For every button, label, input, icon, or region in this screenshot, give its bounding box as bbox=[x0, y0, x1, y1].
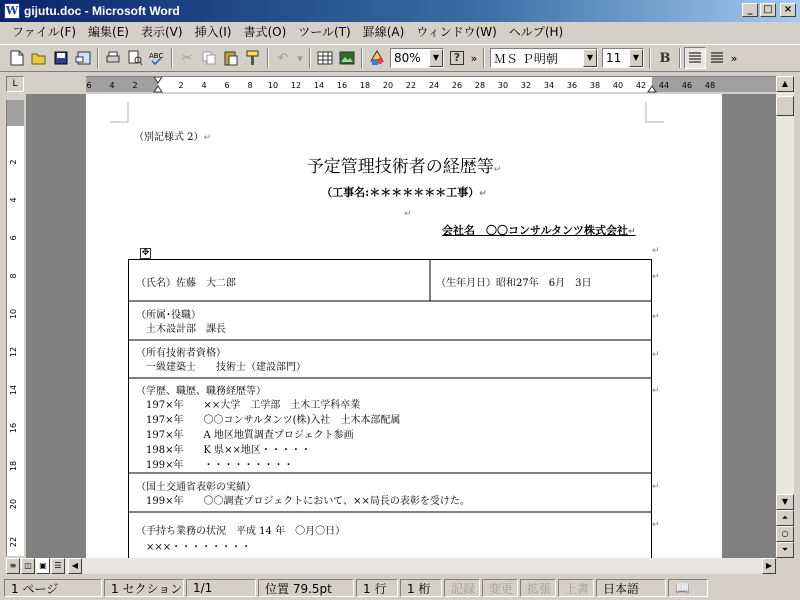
ruler-tick-label: 22 bbox=[9, 536, 18, 548]
chevron-down-icon[interactable]: ▼ bbox=[583, 49, 597, 67]
ruler-tick-label: 20 bbox=[9, 498, 18, 510]
font-name-value: ＭＳ Ｐ明朝 bbox=[494, 51, 558, 66]
browse-object-icon[interactable]: ○ bbox=[776, 526, 794, 542]
menu-bar bbox=[0, 22, 800, 42]
font-name-select[interactable] bbox=[490, 48, 598, 68]
status-overtype[interactable]: 上書 bbox=[558, 579, 594, 597]
scroll-down-icon[interactable]: ▼ bbox=[776, 494, 794, 510]
format-painter-icon[interactable] bbox=[242, 47, 264, 69]
ruler-tick-label: 42 bbox=[635, 81, 647, 90]
ruler-tick-label: 38 bbox=[589, 81, 601, 90]
row-end-mark: ↵ bbox=[652, 520, 660, 530]
spelling-icon[interactable] bbox=[146, 47, 168, 69]
menu-view[interactable]: 表示(V) bbox=[140, 25, 183, 39]
ruler-tick-label: 2 bbox=[9, 159, 18, 165]
row-end-mark: ↵ bbox=[652, 246, 660, 256]
minimize-button[interactable]: _ bbox=[742, 3, 758, 17]
scroll-right-icon[interactable]: ▶ bbox=[762, 558, 776, 574]
svg-text:ABC: ABC bbox=[149, 52, 164, 60]
toolbar-options-icon[interactable]: » bbox=[470, 51, 478, 65]
row-end-mark: ↵ bbox=[652, 272, 660, 282]
align-distributed-icon[interactable] bbox=[706, 47, 728, 69]
award-value: 199×年 〇〇調査プロジェクトにおいて、××局長の表彰を受けた。 bbox=[146, 496, 470, 507]
toolbar-separator bbox=[679, 48, 681, 68]
indent-marker bbox=[154, 77, 162, 92]
menu-insert[interactable]: 挿入(I) bbox=[194, 25, 232, 39]
close-button[interactable]: × bbox=[780, 3, 796, 17]
status-line: 1 行 bbox=[356, 579, 398, 597]
current-work-value: ×××・・・・・・・・ bbox=[146, 542, 252, 553]
copy-icon[interactable] bbox=[198, 47, 220, 69]
menu-help[interactable]: ヘルプ(H) bbox=[508, 25, 564, 39]
ruler-tick-label: 40 bbox=[612, 81, 624, 90]
ruler-tick-label: 16 bbox=[9, 422, 18, 434]
insert-picture-icon[interactable] bbox=[336, 47, 358, 69]
previous-page-icon[interactable]: ⏶ bbox=[776, 510, 794, 526]
toolbar-separator bbox=[361, 48, 363, 68]
email-icon[interactable] bbox=[72, 47, 94, 69]
align-justify-icon[interactable] bbox=[684, 47, 706, 69]
outline-view-icon[interactable]: ☰ bbox=[51, 558, 65, 574]
menu-format[interactable]: 書式(O) bbox=[243, 25, 287, 39]
menu-file[interactable]: ファイル(F) bbox=[12, 25, 77, 39]
right-indent-marker bbox=[648, 86, 656, 92]
ruler-tick-label: 46 bbox=[681, 81, 693, 90]
ruler-tick-label: 6 bbox=[86, 81, 92, 90]
undo-icon[interactable]: ↶ bbox=[277, 50, 289, 66]
company-name: 会社名 〇〇コンサルタンツ株式会社↵ bbox=[442, 224, 636, 237]
document-page[interactable] bbox=[86, 94, 722, 558]
vertical-ruler[interactable] bbox=[6, 100, 24, 556]
bold-button[interactable] bbox=[654, 47, 676, 69]
horizontal-scrollbar[interactable] bbox=[6, 558, 776, 574]
ruler-tick-label: 36 bbox=[566, 81, 578, 90]
ruler-tick-label: 12 bbox=[9, 346, 18, 358]
row-end-mark: ↵ bbox=[652, 312, 660, 322]
table-move-handle-icon[interactable]: ✥ bbox=[141, 248, 150, 258]
standard-toolbar bbox=[0, 44, 800, 72]
ruler-tick-label: 12 bbox=[290, 81, 302, 90]
ruler-tick-label: 8 bbox=[9, 273, 18, 279]
row-end-mark: ↵ bbox=[652, 482, 660, 492]
scroll-left-icon[interactable]: ◀ bbox=[68, 558, 82, 574]
ruler-tick-label: 14 bbox=[9, 384, 18, 396]
menu-edit[interactable]: 編集(E) bbox=[88, 25, 129, 39]
ruler-tick-label: 4 bbox=[9, 197, 18, 203]
form-label: （別記様式 2）↵ bbox=[134, 132, 212, 143]
undo-dropdown-icon[interactable]: ▾ bbox=[297, 51, 303, 65]
font-size-select[interactable] bbox=[602, 48, 644, 68]
ruler-tick-label: 2 bbox=[178, 81, 184, 90]
insert-table-icon[interactable] bbox=[314, 47, 336, 69]
career-row: 197×年 〇〇コンサルタンツ(株)入社 土木本部配属 bbox=[146, 415, 401, 426]
help-label: ? bbox=[450, 51, 464, 65]
vertical-scrollbar[interactable] bbox=[776, 76, 794, 558]
ruler-tick-label: 28 bbox=[474, 81, 486, 90]
career-row: 197×年 A 地区地質調査プロジェクト参画 bbox=[146, 430, 354, 441]
ruler-tick-label: 4 bbox=[201, 81, 207, 90]
ruler-tick-label: 2 bbox=[132, 81, 138, 90]
career-row: 197×年 ××大学 工学部 土木工学科卒業 bbox=[146, 400, 361, 411]
chevron-down-icon[interactable]: ▼ bbox=[429, 49, 443, 67]
toolbar-separator bbox=[171, 48, 173, 68]
ruler-tick-label: 16 bbox=[336, 81, 348, 90]
ruler-tick-label: 10 bbox=[267, 81, 279, 90]
next-page-icon[interactable]: ⏷ bbox=[776, 542, 794, 558]
status-language: 日本語 bbox=[596, 579, 666, 597]
window-controls bbox=[742, 3, 796, 17]
birth-cell: （生年月日）昭和27年 6月 3日 bbox=[436, 278, 592, 289]
menu-tools[interactable]: ツール(T) bbox=[298, 25, 351, 39]
ruler-tick-label: 6 bbox=[224, 81, 230, 90]
ruler-tick-label: 14 bbox=[313, 81, 325, 90]
status-position: 位置 79.5pt bbox=[258, 579, 354, 597]
status-extend[interactable]: 拡張 bbox=[520, 579, 556, 597]
project-name: （工事名:＊＊＊＊＊＊＊工事）↵ bbox=[321, 186, 487, 199]
ruler-tick-label: 24 bbox=[428, 81, 440, 90]
row-end-mark: ↵ bbox=[652, 386, 660, 396]
ruler-tick-label: 10 bbox=[9, 308, 18, 320]
status-page: 1 ページ bbox=[4, 579, 102, 597]
normal-view-icon[interactable]: ≡ bbox=[6, 558, 20, 574]
menu-window[interactable]: ウィンドウ(W) bbox=[416, 25, 497, 39]
spelling-status-icon[interactable]: 📖 bbox=[668, 579, 708, 597]
ruler-tick-label: 6 bbox=[9, 235, 18, 241]
toolbar-separator bbox=[649, 48, 651, 68]
ruler-tick-label: 32 bbox=[520, 81, 532, 90]
status-pages: 1/1 bbox=[186, 579, 256, 597]
ruler-tick-label: 30 bbox=[497, 81, 509, 90]
tab-selector[interactable] bbox=[6, 76, 24, 92]
scroll-up-icon[interactable]: ▲ bbox=[776, 76, 794, 92]
current-work-header: （手持ち業務の状況 平成 14 年 〇月〇日） bbox=[136, 526, 346, 537]
cut-icon[interactable]: ✂ bbox=[181, 50, 193, 66]
status-bar bbox=[0, 576, 800, 600]
blank-paragraph-mark: ↵ bbox=[404, 209, 412, 219]
print-layout-icon[interactable]: ▣ bbox=[36, 558, 50, 574]
ruler-ticks bbox=[7, 100, 24, 556]
career-row: 199×年 ・・・・・・・・・ bbox=[146, 460, 294, 471]
bold-label: B bbox=[659, 50, 671, 66]
menu-table[interactable]: 罫線(A) bbox=[362, 25, 405, 39]
window-title: gijutu.doc - Microsoft Word bbox=[24, 4, 180, 18]
title-bar bbox=[0, 0, 800, 22]
zoom-select[interactable] bbox=[390, 48, 444, 68]
award-header: （国土交通省表彰の実績） bbox=[136, 482, 256, 493]
ruler-tick-label: 4 bbox=[109, 81, 115, 90]
name-cell: （氏名）佐藤 大二郎 bbox=[136, 278, 236, 289]
toolbar-separator bbox=[97, 48, 99, 68]
ruler-tick-label: 18 bbox=[359, 81, 371, 90]
qualification-header: （所有技術者資格） bbox=[136, 348, 226, 359]
paste-icon[interactable] bbox=[220, 47, 242, 69]
ruler-tick-label: 48 bbox=[704, 81, 716, 90]
ruler-tick-label: 22 bbox=[405, 81, 417, 90]
qualification-value: 一級建築士 技術士（建設部門） bbox=[146, 362, 306, 373]
ruler-tick-label: 20 bbox=[382, 81, 394, 90]
word-app-icon[interactable]: W bbox=[5, 4, 19, 17]
tab-selector-label: L bbox=[12, 79, 18, 89]
chevron-down-icon[interactable]: ▼ bbox=[629, 49, 643, 67]
career-row: 198×年 K 県××地区・・・・・ bbox=[146, 445, 311, 456]
horizontal-ruler[interactable] bbox=[86, 76, 778, 92]
maximize-button[interactable]: □ bbox=[760, 3, 776, 17]
ruler-tick-label: 44 bbox=[658, 81, 670, 90]
dept-value: 土木設計部 課長 bbox=[146, 324, 226, 335]
toolbar-options-icon[interactable]: » bbox=[730, 51, 738, 65]
ruler-ticks bbox=[86, 77, 778, 93]
toolbar-separator bbox=[267, 48, 269, 68]
scroll-thumb[interactable] bbox=[776, 96, 794, 116]
status-section: 1 セクション bbox=[104, 579, 184, 597]
save-icon[interactable] bbox=[50, 47, 72, 69]
toolbar-separator bbox=[309, 48, 311, 68]
status-column: 1 桁 bbox=[400, 579, 442, 597]
print-preview-icon[interactable] bbox=[124, 47, 146, 69]
font-size-value: 11 bbox=[606, 51, 622, 65]
ruler-tick-label: 34 bbox=[543, 81, 555, 90]
print-icon[interactable] bbox=[102, 47, 124, 69]
dept-header: （所属･役職） bbox=[136, 310, 201, 321]
help-icon[interactable] bbox=[446, 47, 468, 69]
zoom-value: 80% bbox=[394, 51, 421, 65]
drawing-icon[interactable] bbox=[366, 47, 388, 69]
career-header: （学歴、職歴、職務経歴等） bbox=[136, 386, 266, 397]
ruler-tick-label: 18 bbox=[9, 460, 18, 472]
document-heading: 予定管理技術者の経歴等↵ bbox=[306, 157, 502, 177]
document-area[interactable] bbox=[26, 94, 776, 558]
web-layout-icon[interactable]: ◫ bbox=[21, 558, 35, 574]
toolbar-separator bbox=[483, 48, 485, 68]
ruler-tick-label: 26 bbox=[451, 81, 463, 90]
row-end-mark: ↵ bbox=[652, 350, 660, 360]
status-record[interactable]: 記録 bbox=[444, 579, 480, 597]
open-folder-icon[interactable] bbox=[28, 47, 50, 69]
new-document-icon[interactable] bbox=[6, 47, 28, 69]
ruler-tick-label: 8 bbox=[247, 81, 253, 90]
status-track-changes[interactable]: 変更 bbox=[482, 579, 518, 597]
